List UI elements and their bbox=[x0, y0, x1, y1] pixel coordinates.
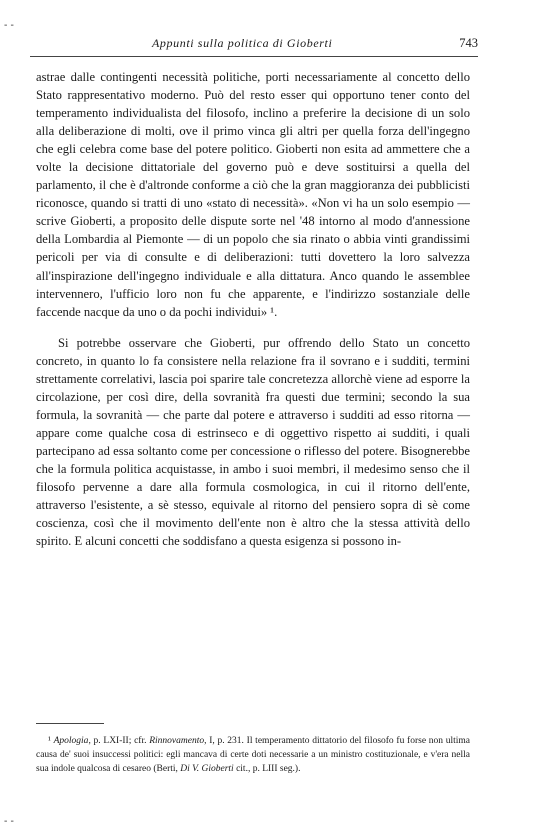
footnote-rule bbox=[36, 723, 104, 724]
footnote-text-2: , I, p. 231. Il temperamento dittatorio del filosofo fu forse non ultima causa de' suoi insuccessi politici: egli mancava di certe doti necessarie a un ministro costituzionale, e v'era nella sua indole qualcosa di cesareo (Berti, bbox=[36, 736, 471, 774]
edge-mark-top: - - bbox=[4, 20, 14, 31]
footnote bbox=[36, 734, 470, 776]
running-title: Appunti sulla politica di Gioberti bbox=[152, 36, 333, 50]
footnote-text-3: cit., p. LIII seg.). bbox=[233, 764, 301, 774]
footnote-cite-rinnovamento: Rinnovamento bbox=[149, 736, 205, 746]
footnote-mark: ¹ bbox=[48, 736, 51, 746]
edge-mark-bottom: - - bbox=[4, 816, 14, 827]
footnote-text-1: , p. LXI-II; cfr. bbox=[88, 736, 150, 746]
paragraph-2: Si potrebbe osservare che Gioberti, pur offrendo dello Stato un concetto concreto, in quanto lo fa consistere nella relazione fra il sovrano e i sudditi, termini strettamente correlativi, lascia poi sparire tale concretezza allorchè viene ad esporre la circolazione, per così dire, della sovranità fra questi due termini; secondo la sua formula, la sovranità — che parte dal potere e attraverso i sudditi ad esso ritorna — appare come qualche cosa di estrinseco e di oggettivo rispetto ai sudditi, i quali partecipano ad essa soltanto come per concessione o riflesso del potere. Bisognerebbe che la formula politica acquistasse, in ambo i suoi membri, il medesimo senso che il filosofo pervenne a dare alla formula cosmologica, in cui il ritorno dell'ente, attraverso l'esistente, a sè stesso, equivale al ritorno del pensiero sopra di sè come coscienza, così che il movimento dell'ente non è altro che la stessa attività dello spirito. E alcuni concetti che soddisfano a questa esigenza si possono in- bbox=[36, 335, 470, 549]
page-number: 743 bbox=[459, 36, 478, 50]
footnote-cite-berti: Di V. Gioberti bbox=[180, 764, 234, 774]
footnote-cite-apologia: Apologia bbox=[53, 736, 89, 746]
paragraph-1: astrae dalle contingenti necessità politiche, porti necessariamente al concetto dello Stato rappresentativo moderno. Può del resto esser qui opportuno tener conto del temperamento individualista del filosofo, inclino a preferire la decisione di un solo alla deliberazione di molti, ove il primo vinca gli altri per quella forza dell'ingegno che egli celebra come base del potere politico. Gioberti non esita ad ammettere che a volte la decisione dittatoriale del governo può e deve sostituirsi a quella del parlamento, il che è d'altronde conforme a ciò che la gran maggioranza dei pubblicisti riconosce, quando si tratti di uno «stato di necessità». «Non vi ha un solo esempio — scrive Gioberti, a proposito delle dispute sorte nel '48 intorno al modo d'annessione della Lombardia al Piemonte — di un popolo che sia rinato o abbia vinti grandissimi pericoli per via di consulte e di deliberazioni: tutti dovettero la loro salvezza all'inspirazione dell'ingegno individuale e alla dittatura. Anco quando le assemblee intervennero, l'ufficio loro non fu che apparente, e l'indirizzo sostanziale delle faccende nacque da uno o da pochi individui» ¹. bbox=[36, 70, 470, 319]
running-header bbox=[30, 36, 478, 57]
body-text bbox=[36, 68, 470, 550]
